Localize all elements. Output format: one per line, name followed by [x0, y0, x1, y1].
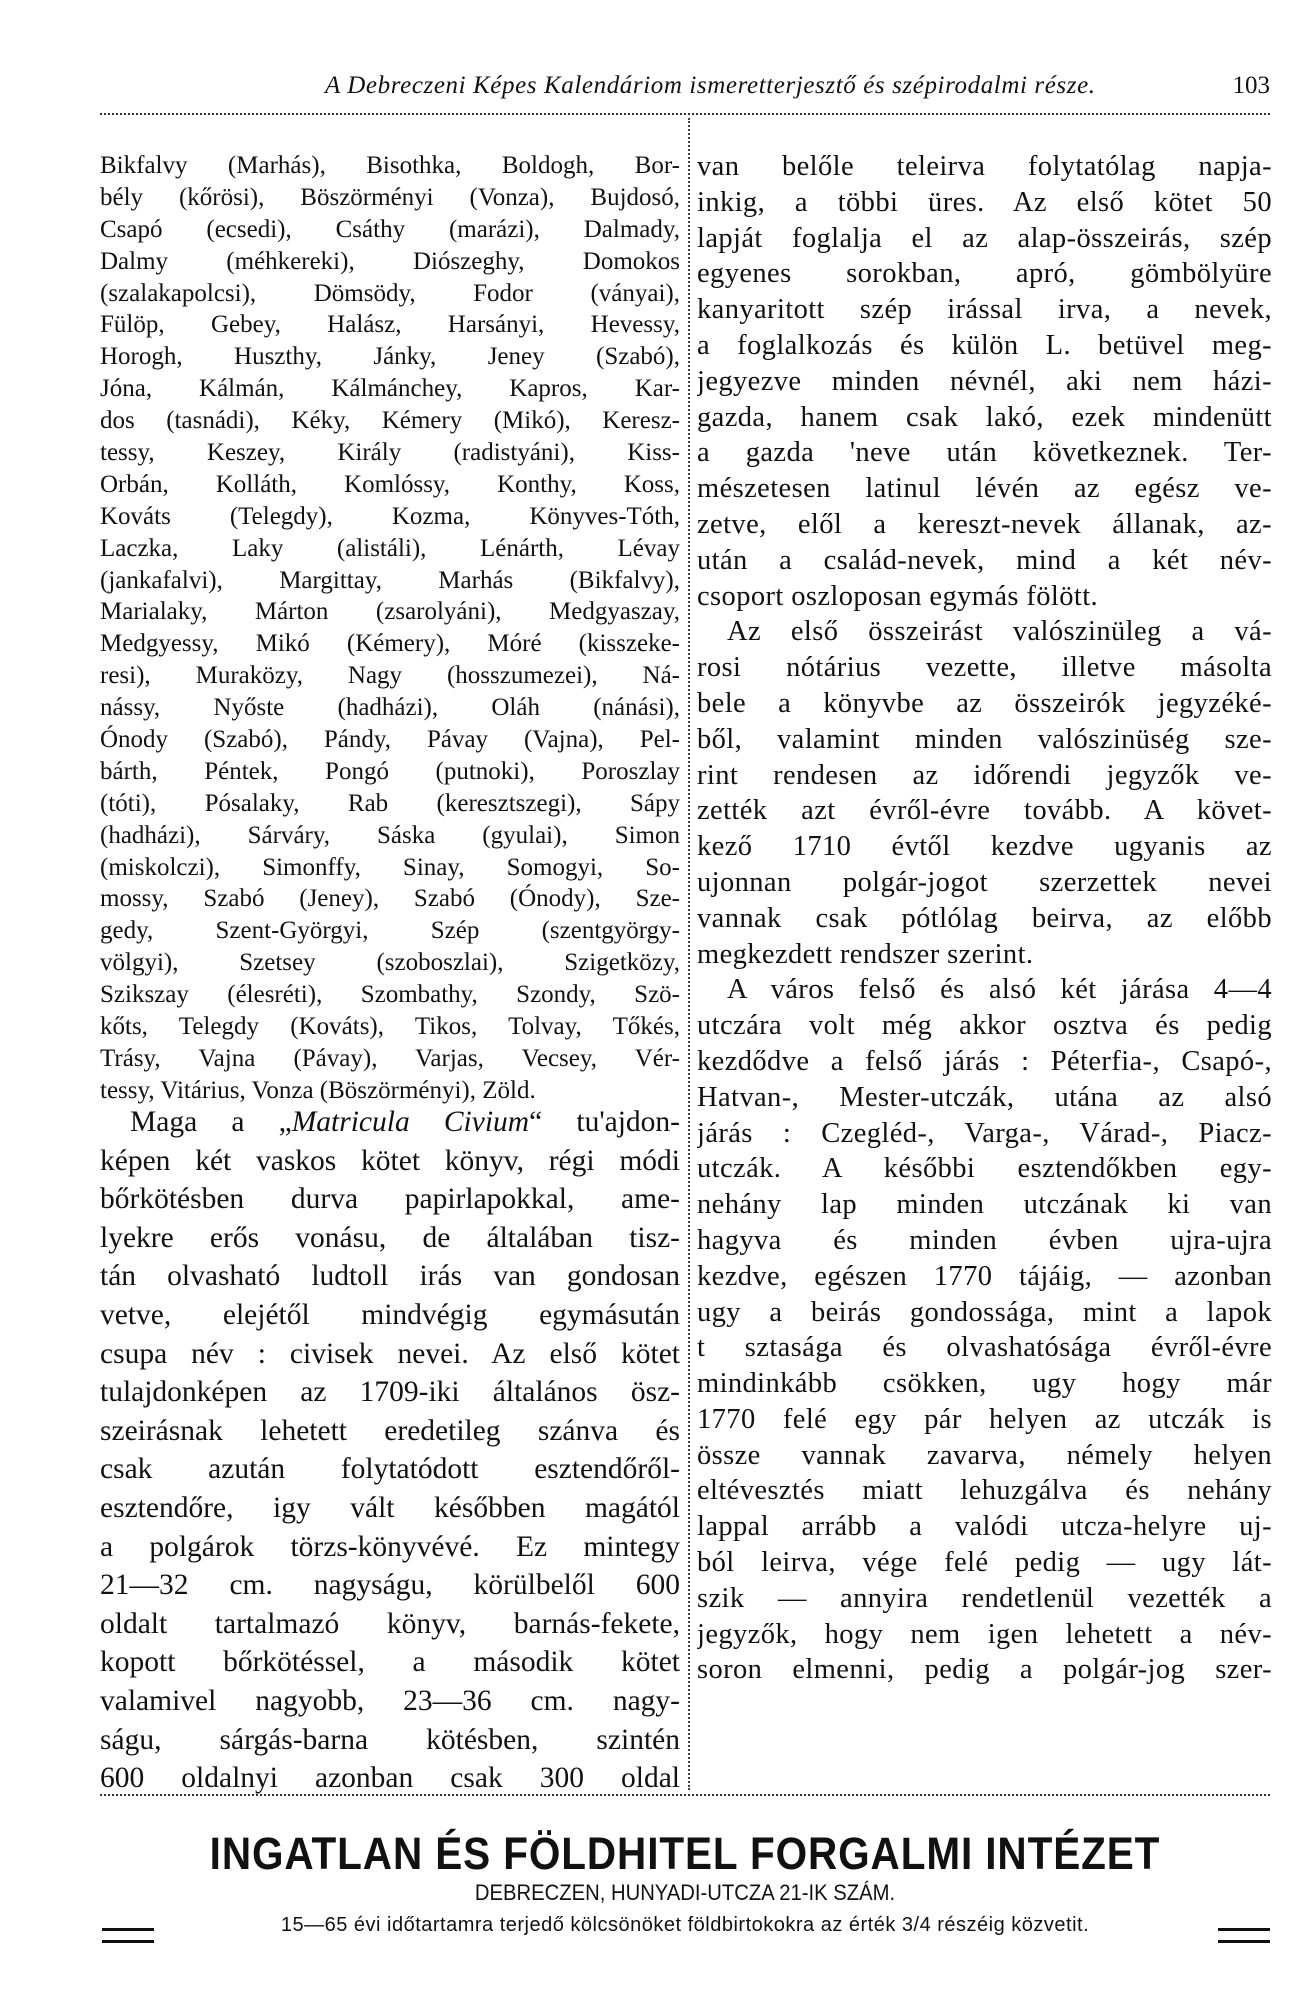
text-line: lapját foglalja el az alap-összeirás, szép	[697, 222, 1272, 254]
text-line: kező 1710 évtől kezdve ugyanis az	[697, 831, 1272, 863]
tagline-text: 15—65 évi időtartamra terjedő kölcsönöket földbirtokokra az érték	[280, 1914, 902, 1936]
advertisement-rule	[100, 1794, 1270, 1796]
text-line: tessy, Vitárius, Vonza (Böszörményi), Zöld.	[100, 1076, 536, 1104]
text-line: bőrkötésben durva papirlapokkal, ame-	[100, 1183, 680, 1216]
text-line: Trásy, Vajna (Pávay), Varjas, Vecsey, Vér-	[100, 1044, 680, 1072]
text-line: (szalakapolcsi), Dömsödy, Fodor (ványai),	[100, 279, 680, 307]
text-line: ságu, sárgás-barna kötésben, szintén	[100, 1723, 680, 1756]
text-line: rosi nótárius vezette, illetve másolta	[697, 652, 1272, 684]
tagline-text-end: részéig közvetit.	[931, 1914, 1090, 1936]
paragraph	[697, 614, 1272, 972]
text-line: völgyi), Szetsey (szoboszlai), Szigetközy,	[100, 949, 680, 977]
double-rule-ornament-right	[1218, 1928, 1270, 1943]
advertisement-tagline	[100, 1914, 1270, 1937]
text-line: bély (kőrösi), Böszörményi (Vonza), Bujdosó,	[100, 183, 680, 211]
text-line: egyenes sorokban, apró, gömbölyüre	[697, 258, 1272, 290]
text-line: képen két vaskos kötet könyv, régi módi	[100, 1144, 680, 1177]
paragraph	[697, 149, 1272, 614]
text-line: utczára volt még akkor osztva és pedig	[697, 1010, 1272, 1042]
text-line: Orbán, Kolláth, Komlóssy, Konthy, Koss,	[100, 470, 680, 498]
text-line: nehány lap minden utczának ki van	[697, 1189, 1272, 1221]
text-line: gedy, Szent-Györgyi, Szép (szentgyörgy-	[100, 917, 680, 945]
text-line: Fülöp, Gebey, Halász, Harsányi, Hevessy,	[100, 311, 680, 339]
text-line: ujonnan polgár-jogot szerzettek nevei	[697, 866, 1272, 898]
text-line: tán olvasható ludtoll irás van gondosan	[100, 1260, 680, 1293]
text-line: Ónody (Szabó), Pándy, Pávay (Vajna), Pel-	[100, 726, 680, 754]
text-line: csak azután folytatódott esztendőről-	[100, 1453, 680, 1486]
text-line: mossy, Szabó (Jeney), Szabó (Ónody), Sze-	[100, 885, 680, 913]
right-column	[697, 149, 1272, 1688]
text-line: Hatvan-, Mester-utczák, utána az alsó	[697, 1081, 1272, 1113]
text-line: mindinkább csökken, ugy hogy már	[697, 1368, 1272, 1400]
text-line: inkig, a többi üres. Az első kötet 50	[697, 186, 1272, 218]
text-line: vetve, elejétől mindvégig egymásután	[100, 1298, 680, 1331]
text-line: rint rendesen az időrendi jegyzők ve-	[697, 759, 1272, 791]
page-number: 103	[1232, 72, 1270, 99]
text-line: Jóna, Kálmán, Kálmánchey, Kapros, Kar-	[100, 375, 680, 403]
text-line: Szikszay (élesréti), Szombathy, Szondy, Szö-	[100, 981, 680, 1009]
matricula-paragraph	[100, 1103, 680, 1798]
running-head	[100, 70, 1270, 110]
text-line: kanyaritott szép irással irva, a nevek,	[697, 294, 1272, 326]
text-line: jegyzők, hogy nem igen lehetett a név-	[697, 1618, 1272, 1650]
text-line: a foglalkozás és külön L. betüvel meg-	[697, 329, 1272, 361]
text-line: Laczka, Laky (alistáli), Lénárth, Lévay	[100, 534, 680, 562]
names-paragraph	[100, 150, 680, 1107]
text-line: utczák. A későbbi esztendőkben egy-	[697, 1153, 1272, 1185]
text-line: (jankafalvi), Margittay, Marhás (Bikfalvy),	[100, 566, 680, 594]
text-line: valamivel nagyobb, 23—36 cm. nagy-	[100, 1684, 680, 1717]
text-line: ugy a beirás gondossága, mint a lapok	[697, 1296, 1272, 1328]
text-line: Medgyessy, Mikó (Kémery), Móré (kisszeke-	[100, 630, 680, 658]
paragraph	[697, 972, 1272, 1688]
text-line: Marialaky, Márton (zsarolyáni), Medgyaszay,	[100, 598, 680, 626]
text-line: szik — annyira rendetlenül vezették a	[697, 1582, 1272, 1614]
text-line: tessy, Keszey, Király (radistyáni), Kiss-	[100, 439, 680, 467]
text-line: zetve, elől a kereszt-nevek állanak, az-	[697, 508, 1272, 540]
text-line: Horogh, Huszthy, Jánky, Jeney (Szabó),	[100, 343, 680, 371]
text-line: esztendőre, igy vált későbben magától	[100, 1491, 680, 1524]
text-line: a gazda 'neve után következnek. Ter-	[697, 437, 1272, 469]
text-line: vannak csak pótlólag beirva, az előbb	[697, 902, 1272, 934]
text-line: 21—32 cm. nagyságu, körülbelől 600	[100, 1569, 680, 1602]
text-line: zették azt évről-évre tovább. A követ-	[697, 795, 1272, 827]
text-line: eltévesztés miatt lehuzgálva és nehány	[697, 1475, 1272, 1507]
text-line: tulajdonképen az 1709-iki általános ösz-	[100, 1376, 680, 1409]
text-line: a polgárok törzs-könyvévé. Ez mintegy	[100, 1530, 680, 1563]
text-line: gazda, hanem csak lakó, ezek mindenütt	[697, 401, 1272, 433]
text-line: Az első összeirást valószinüleg a vá-	[727, 616, 1272, 648]
text-line: van belőle teleirva folytatólag napja-	[697, 151, 1272, 182]
text-line: kopott bőrkötéssel, a második kötet	[100, 1646, 680, 1679]
column-divider	[688, 118, 690, 1790]
text-line: kőts, Telegdy (Kováts), Tikos, Tolvay, Tőkés,	[100, 1013, 680, 1041]
advertisement-title: INGATLAN ÉS FÖLDHITEL FORGALMI INTÉZET	[209, 1828, 1161, 1879]
text-line: Bikfalvy (Marhás), Bisothka, Boldogh, Bor-	[100, 152, 680, 179]
text-line: t sztasága és olvashatósága évről-évre	[697, 1332, 1272, 1364]
tagline-fraction: 3/4	[901, 1914, 932, 1936]
text-line: Csapó (ecsedi), Csáthy (marázi), Dalmady,	[100, 215, 680, 243]
text-line: Kováts (Telegdy), Kozma, Könyves-Tóth,	[100, 502, 680, 530]
text-line: Dalmy (méhkereki), Diószeghy, Domokos	[100, 247, 680, 275]
text-line: dos (tasnádi), Kéky, Kémery (Mikó), Keresz-	[100, 407, 680, 435]
text-line: jegyezve minden névnél, aki nem házi-	[697, 365, 1272, 397]
text-line: (hadházi), Sárváry, Sáska (gyulai), Simon	[100, 821, 680, 849]
text-line: 1770 felé egy pár helyen az utczák is	[697, 1403, 1272, 1435]
text-line: ból leirva, vége felé pedig — ugy lát-	[697, 1547, 1272, 1579]
text-line: mészetesen latinul lévén az egész ve-	[697, 473, 1272, 505]
text-line: bárth, Péntek, Pongó (putnoki), Poroszlay	[100, 757, 680, 785]
text-line: Maga a „Matricula Civium“ tu'ajdon-	[130, 1106, 680, 1138]
header-rule	[100, 113, 1270, 115]
text-line: hagyva és minden évben ujra-ujra	[697, 1224, 1272, 1256]
text-line: resi), Muraközy, Nagy (hosszumezei), Ná-	[100, 662, 680, 690]
text-line: megkezdett rendszer szerint.	[697, 938, 1034, 970]
text-line: szeirásnak lehetett eredetileg szánva és	[100, 1414, 680, 1447]
text-line: (tóti), Pósalaky, Rab (keresztszegi), Sápy	[100, 789, 680, 817]
text-line: össze vannak zavarva, némely helyen	[697, 1439, 1272, 1471]
text-line: nássy, Nyőste (hadházi), Oláh (nánási),	[100, 694, 680, 722]
text-line: csupa név : civisek nevei. Az első kötet	[100, 1337, 680, 1370]
text-line: ből, valamint minden valószinüség sze-	[697, 723, 1272, 755]
text-line: (miskolczi), Simonffy, Sinay, Somogyi, So-	[100, 853, 680, 881]
text-line: soron elmenni, pedig a polgár-jog szer-	[697, 1654, 1272, 1686]
text-line: lyekre erős vonásu, de általában tisz-	[100, 1221, 680, 1254]
text-line: csoport oszloposan egymás fölött.	[697, 580, 1099, 612]
text-line: után a család-nevek, mind a két név-	[697, 544, 1272, 576]
text-line: A város felső és alsó két járása 4—4	[727, 974, 1272, 1006]
text-line: oldalt tartalmazó könyv, barnás-fekete,	[100, 1607, 680, 1640]
text-line: kezdve, egészen 1770 tájáig, — azonban	[697, 1260, 1272, 1292]
running-head-title: A Debreczeni Képes Kalendáriom ismeretterjesztő és szépirodalmi része.	[325, 72, 1096, 99]
text-line: bele a könyvbe az összeirók jegyzéké-	[697, 687, 1272, 719]
text-line: lappal arrább a valódi utcza-helyre uj-	[697, 1511, 1272, 1543]
text-line: kezdődve a felső járás : Péterfia-, Csapó-,	[697, 1045, 1272, 1077]
text-line: járás : Czegléd-, Varga-, Várad-, Piacz-	[697, 1117, 1272, 1149]
advertisement-address: DEBRECZEN, HUNYADI-UTCZA 21-IK SZÁM.	[474, 1880, 896, 1905]
text-line: 600 oldalnyi azonban csak 300 oldal	[100, 1762, 680, 1795]
